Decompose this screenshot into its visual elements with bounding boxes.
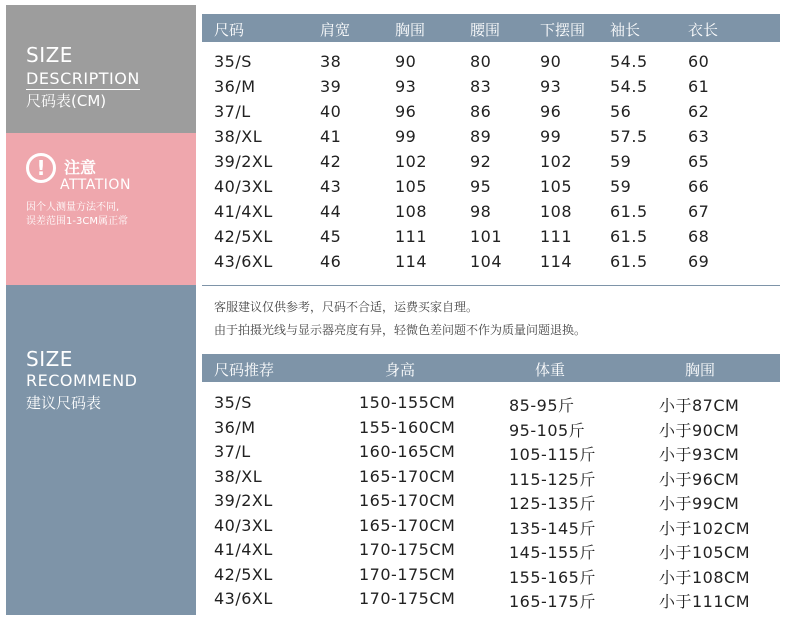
size-title: SIZE: [26, 347, 73, 371]
recommend-table-cell: 85-95斤: [509, 396, 575, 415]
size-header-cell: 衣长: [688, 21, 719, 39]
attention-title-cn: 注意: [64, 158, 97, 177]
recommend-table-row: [202, 565, 780, 590]
size-table-cell: 40: [320, 102, 342, 121]
size-table-cell: 65: [688, 152, 710, 171]
recommend-table-cell: 165-170CM: [359, 515, 456, 535]
recommend-table-cell: 小于102CM: [659, 518, 751, 538]
recommend-table-cell: 170-175CM: [359, 589, 456, 608]
size-table-row: [202, 152, 780, 177]
recommend-table-cell: 160-165CM: [359, 442, 456, 461]
size-header-cell: 袖长: [610, 21, 641, 39]
recommend-table-cell: 38/XL: [214, 466, 263, 486]
attention-note: [26, 201, 196, 229]
attention-title-en: ATTATION: [60, 177, 131, 193]
recommend-table-cell: 95-105斤: [509, 420, 586, 440]
size-description-panel: [6, 5, 196, 133]
recommend-table-cell: 39/2XL: [214, 491, 273, 510]
recommend-table-cell: 165-170CM: [359, 466, 456, 486]
recommend-table-row: [202, 540, 780, 565]
size-table-cell: 108: [540, 202, 573, 221]
size-table-cell: 86: [470, 102, 492, 121]
recommend-header-cell: 身高: [385, 361, 416, 379]
attention-note-line: 误差范围1-3CM属正常: [26, 216, 128, 227]
recommend-table-cell: 小于105CM: [659, 543, 751, 562]
size-table-row: [202, 227, 780, 252]
size-table-cell: 93: [540, 77, 562, 96]
recommend-header-cell: 体重: [535, 361, 566, 379]
recommend-table-cell: 115-125斤: [509, 469, 596, 489]
size-table-cell: 44: [320, 202, 342, 221]
attention-panel: [6, 133, 196, 285]
size-table-cell: 66: [688, 177, 710, 196]
size-recommend-panel: [6, 285, 196, 615]
size-table-cell: 104: [470, 252, 503, 271]
size-table-cell: 68: [688, 227, 710, 246]
size-table-cell: 61.5: [610, 202, 648, 221]
size-table-cell: 54.5: [610, 77, 648, 96]
recommend-table-cell: 150-155CM: [359, 393, 456, 412]
size-table-cell: 96: [540, 102, 562, 121]
size-table-cell: 67: [688, 202, 710, 221]
recommend-subtitle: RECOMMEND: [26, 371, 138, 390]
size-table-cell: 46: [320, 252, 342, 271]
size-table-cell: 41/4XL: [214, 202, 273, 221]
size-table-cell: 37/L: [214, 102, 251, 121]
recommend-table-row: [202, 516, 780, 541]
size-table-cell: 43/6XL: [214, 252, 273, 271]
recommend-table-cell: 40/3XL: [214, 515, 273, 535]
size-table-cell: 99: [395, 127, 417, 146]
size-table-cell: 105: [395, 177, 428, 196]
recommend-table-cell: 小于111CM: [659, 592, 751, 611]
recommend-table-cell: 43/6XL: [214, 589, 273, 608]
size-table-cell: 83: [470, 77, 492, 96]
recommend-table-cell: 125-135斤: [509, 494, 596, 513]
size-table-cell: 90: [540, 52, 562, 71]
recommend-table-cell: 小于108CM: [659, 567, 751, 587]
description-subtitle: DESCRIPTION: [26, 69, 140, 88]
recommend-table-row: [202, 393, 780, 418]
size-table-cell: 35/S: [214, 52, 252, 71]
recommend-table-cell: 145-155斤: [509, 543, 596, 562]
color-difference-note: 由于拍摄光线与显示器亮度有异，轻微色差问题不作为质量问题退换。: [214, 323, 587, 337]
recommend-table-row: [202, 442, 780, 467]
size-table-cell: 61.5: [610, 227, 648, 246]
size-table-row: [202, 52, 780, 77]
size-table-row: [202, 77, 780, 102]
size-header-cell: 肩宽: [320, 21, 351, 39]
size-header-cell: 胸围: [395, 21, 426, 39]
size-table-cell: 98: [470, 202, 492, 221]
recommend-table-cell: 小于96CM: [659, 469, 740, 489]
recommend-table-cell: 36/M: [214, 417, 256, 437]
size-table-cell: 95: [470, 177, 492, 196]
recommend-table-cell: 165-170CM: [359, 491, 456, 510]
size-title: SIZE: [26, 43, 73, 67]
size-table-cell: 102: [395, 152, 428, 171]
size-table-cell: 62: [688, 102, 710, 121]
size-table-cell: 114: [395, 252, 428, 271]
recommend-table-cell: 35/S: [214, 393, 252, 412]
size-table-cell: 61.5: [610, 252, 648, 271]
size-table-cell: 57.5: [610, 127, 648, 146]
size-table-cell: 114: [540, 252, 573, 271]
recommend-label: 建议尺码表: [26, 394, 102, 412]
size-table-row: [202, 252, 780, 277]
size-table-cell: 60: [688, 52, 710, 71]
size-table-cell: 61: [688, 77, 710, 96]
size-table-cell: 39/2XL: [214, 152, 273, 171]
size-table-cell: 56: [610, 102, 632, 121]
recommend-table-row: [202, 491, 780, 516]
size-table-cell: 54.5: [610, 52, 648, 71]
size-table-row: [202, 127, 780, 152]
recommend-table-cell: 170-175CM: [359, 540, 456, 559]
size-table-cell: 99: [540, 127, 562, 146]
size-table-cell: 42: [320, 152, 342, 171]
recommend-table-cell: 155-160CM: [359, 417, 456, 437]
size-chart-label: 尺码表(CM): [26, 92, 107, 110]
size-table-cell: 96: [395, 102, 417, 121]
size-header-cell: 下摆围: [540, 21, 586, 39]
size-table-cell: 80: [470, 52, 492, 71]
recommend-table-cell: 小于99CM: [659, 494, 740, 513]
size-table-cell: 63: [688, 127, 710, 146]
size-table-cell: 111: [540, 227, 573, 246]
recommend-table-cell: 105-115斤: [509, 445, 596, 464]
size-table-cell: 36/M: [214, 77, 256, 96]
recommend-table-cell: 41/4XL: [214, 540, 273, 559]
size-table-cell: 59: [610, 177, 632, 196]
recommend-table-header: [202, 354, 780, 382]
recommend-header-cell: 尺码推荐: [214, 361, 275, 379]
recommend-table-cell: 155-165斤: [509, 567, 596, 587]
size-table-cell: 93: [395, 77, 417, 96]
recommend-table-row: [202, 589, 780, 614]
size-table-cell: 101: [470, 227, 503, 246]
recommend-table-row: [202, 467, 780, 492]
disclaimer-note: 客服建议仅供参考，尺码不合适，运费买家自理。: [214, 300, 479, 314]
attention-note-line: 因个人测量方法不同,: [26, 202, 120, 213]
size-table-row: [202, 102, 780, 127]
size-table-cell: 69: [688, 252, 710, 271]
size-table-cell: 40/3XL: [214, 177, 273, 196]
warning-icon: !: [26, 153, 56, 183]
size-table-cell: 38: [320, 52, 342, 71]
size-table-cell: 105: [540, 177, 573, 196]
recommend-table-row: [202, 418, 780, 443]
size-table-cell: 41: [320, 127, 342, 146]
size-table-cell: 39: [320, 77, 342, 96]
size-table-cell: 43: [320, 177, 342, 196]
size-table-cell: 90: [395, 52, 417, 71]
recommend-table-cell: 170-175CM: [359, 564, 456, 584]
size-table-row: [202, 202, 780, 227]
size-table-cell: 38/XL: [214, 127, 263, 146]
size-table-cell: 59: [610, 152, 632, 171]
size-table-cell: 42/5XL: [214, 227, 273, 246]
recommend-table-cell: 小于93CM: [659, 445, 740, 464]
recommend-table-cell: 小于90CM: [659, 420, 740, 440]
size-table-cell: 45: [320, 227, 342, 246]
size-table-cell: 102: [540, 152, 573, 171]
size-table-header: [202, 14, 780, 42]
recommend-header-cell: 胸围: [685, 361, 716, 379]
size-header-cell: 腰围: [470, 21, 501, 39]
recommend-table-cell: 135-145斤: [509, 518, 596, 538]
recommend-table-cell: 42/5XL: [214, 564, 273, 584]
recommend-table-cell: 165-175斤: [509, 592, 596, 611]
size-table-row: [202, 177, 780, 202]
recommend-table-cell: 小于87CM: [659, 396, 740, 415]
size-table-cell: 108: [395, 202, 428, 221]
size-header-cell: 尺码: [214, 21, 245, 39]
size-table-cell: 111: [395, 227, 428, 246]
table-divider: [202, 285, 780, 286]
size-table-cell: 89: [470, 127, 492, 146]
size-table-cell: 92: [470, 152, 492, 171]
recommend-table-cell: 37/L: [214, 442, 251, 461]
